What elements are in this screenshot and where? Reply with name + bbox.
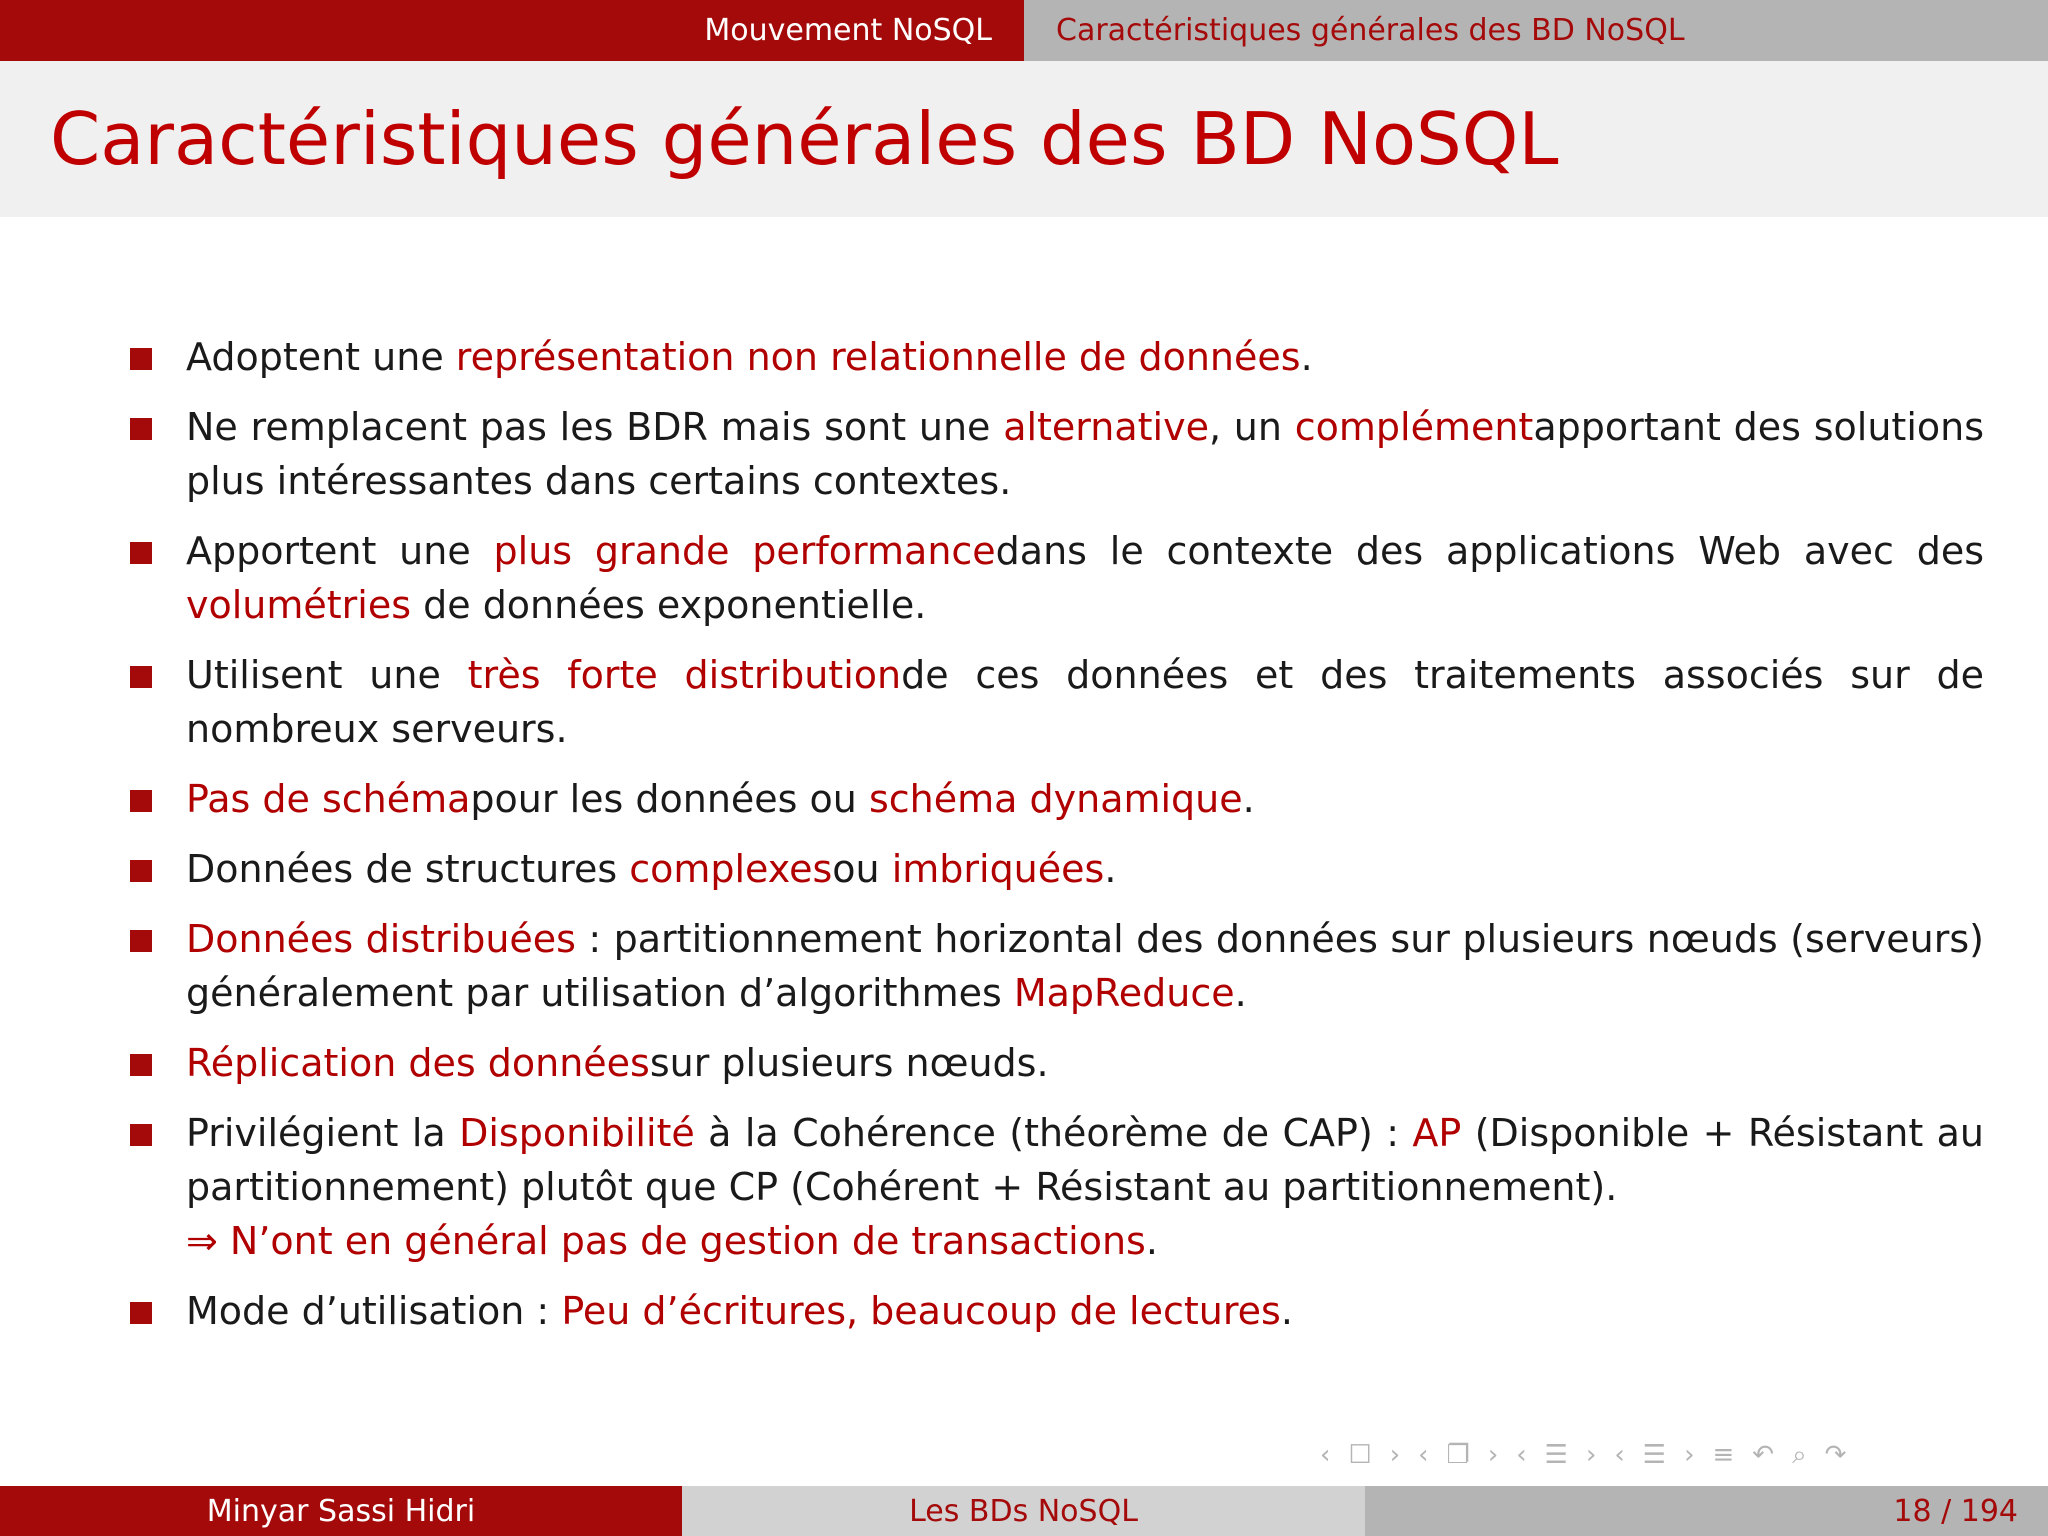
body-text: ou	[832, 847, 892, 891]
bullet-item	[186, 1284, 1984, 1338]
bullet-list	[0, 330, 2048, 1338]
body-text: : partitionnement horizontal des données sur plusieurs nœuds (serveurs) généralement par utilisation d’algorithmes	[186, 917, 1984, 1015]
bullet-square-icon	[130, 666, 152, 688]
nav-prev-frame-icon[interactable]: ‹	[1320, 1440, 1331, 1470]
nav-search-icon[interactable]: ⌕	[1792, 1439, 1807, 1470]
header-bar	[0, 0, 2048, 61]
bullet-item	[186, 842, 1984, 896]
highlight-text: MapReduce	[1013, 971, 1235, 1015]
body-text: apportant des solutions plus intéressantes dans certains contextes.	[186, 405, 1985, 503]
footer-page-number: 18 / 194	[1365, 1486, 2048, 1536]
bullet-square-icon	[130, 790, 152, 812]
bullet-item	[186, 1106, 1984, 1268]
bullet-square-icon	[130, 418, 152, 440]
nav-prev-section-icon[interactable]: ‹	[1516, 1440, 1527, 1470]
highlight-text: AP	[1412, 1111, 1462, 1155]
header-section[interactable]: Mouvement NoSQL	[0, 0, 1024, 61]
highlight-text: Peu d’écritures, beaucoup de lectures	[561, 1289, 1281, 1333]
nav-slide-icon[interactable]: ☰	[1642, 1440, 1667, 1470]
nav-section-icon[interactable]: ☰	[1544, 1440, 1568, 1470]
highlight-text: imbriquées	[891, 847, 1105, 891]
highlight-text: Données distribuées	[186, 917, 576, 961]
body-text: Adoptent une	[186, 335, 456, 379]
highlight-text: représentation non relationnelle de données	[455, 335, 1301, 379]
highlight-text: complément	[1294, 405, 1534, 449]
nav-next-subsection-icon[interactable]: ›	[1487, 1440, 1499, 1470]
bullet-square-icon	[130, 860, 152, 882]
body-text: .	[1300, 335, 1313, 379]
body-text: (Disponible + Résistant au partitionnement) plutôt que CP (Cohérent + Résistant au partitionnement).	[186, 1111, 1984, 1209]
body-text: .	[1145, 1219, 1158, 1263]
bullet-item	[186, 648, 1984, 756]
nav-forward-icon[interactable]: ↷	[1824, 1440, 1847, 1470]
bullet-item	[186, 400, 1984, 508]
header-subsection[interactable]: Caractéristiques générales des BD NoSQL	[1024, 0, 2048, 61]
body-text: .	[1234, 971, 1247, 1015]
bullet-item	[186, 1036, 1984, 1090]
body-text: .	[1104, 847, 1117, 891]
body-text: de ces données et des traitements associés sur de nombreux serveurs.	[186, 653, 1984, 751]
slide-title: Caractéristiques générales des BD NoSQL	[0, 61, 2048, 217]
body-text: Ne remplacent pas les BDR mais sont une	[186, 405, 1004, 449]
navigation-bar	[1320, 1440, 2040, 1470]
nav-prev-slide-icon[interactable]: ‹	[1614, 1440, 1625, 1470]
highlight-text: alternative	[1003, 405, 1209, 449]
nav-subsection-icon[interactable]: ❐	[1446, 1440, 1470, 1470]
footer-author: Minyar Sassi Hidri	[0, 1486, 682, 1536]
footer-course: Les BDs NoSQL	[682, 1486, 1365, 1536]
nav-next-section-icon[interactable]: ›	[1585, 1440, 1597, 1470]
nav-next-frame-icon[interactable]: ›	[1389, 1440, 1401, 1470]
nav-prev-subsection-icon[interactable]: ‹	[1418, 1440, 1429, 1470]
body-text: Privilégient la	[186, 1111, 460, 1155]
highlight-text: ⇒ N’ont en général pas de gestion de transactions	[186, 1219, 1146, 1263]
nav-back-icon[interactable]: ↶	[1752, 1440, 1775, 1470]
highlight-text: très forte distribution	[467, 653, 902, 697]
highlight-text: complexes	[629, 847, 833, 891]
slide-content	[0, 330, 2048, 1354]
body-text: .	[1280, 1289, 1293, 1333]
bullet-square-icon	[130, 1054, 152, 1076]
bullet-square-icon	[130, 930, 152, 952]
body-text: de données exponentielle.	[411, 583, 927, 627]
body-text: , un	[1208, 405, 1295, 449]
body-text: .	[1242, 777, 1255, 821]
body-text: Mode d’utilisation :	[186, 1289, 562, 1333]
highlight-text: Pas de schéma	[186, 777, 471, 821]
bullet-item	[186, 330, 1984, 384]
body-text: Utilisent une	[186, 653, 468, 697]
bullet-square-icon	[130, 1124, 152, 1146]
footer-bar	[0, 1486, 2048, 1536]
highlight-text: Disponibilité	[459, 1111, 695, 1155]
body-text: sur plusieurs nœuds.	[649, 1041, 1049, 1085]
body-text: à la Cohérence (théorème de CAP) :	[694, 1111, 1413, 1155]
highlight-text: plus grande performance	[493, 529, 996, 573]
bullet-item	[186, 524, 1984, 632]
nav-next-slide-icon[interactable]: ›	[1684, 1440, 1695, 1470]
nav-frame-icon[interactable]: ☐	[1348, 1440, 1372, 1470]
bullet-square-icon	[130, 1302, 152, 1324]
body-text: pour les données ou	[470, 777, 869, 821]
body-text: dans le contexte des applications Web avec des	[995, 529, 1985, 573]
bullet-square-icon	[130, 542, 152, 564]
body-text: Apportent une	[186, 529, 494, 573]
body-text: Données de structures	[186, 847, 630, 891]
bullet-item	[186, 772, 1984, 826]
nav-toc-icon[interactable]: ≡	[1712, 1440, 1735, 1470]
highlight-text: volumétries	[186, 583, 412, 627]
highlight-text: Réplication des données	[186, 1041, 650, 1085]
bullet-item	[186, 912, 1984, 1020]
highlight-text: schéma dynamique	[868, 777, 1243, 821]
bullet-square-icon	[130, 348, 152, 370]
